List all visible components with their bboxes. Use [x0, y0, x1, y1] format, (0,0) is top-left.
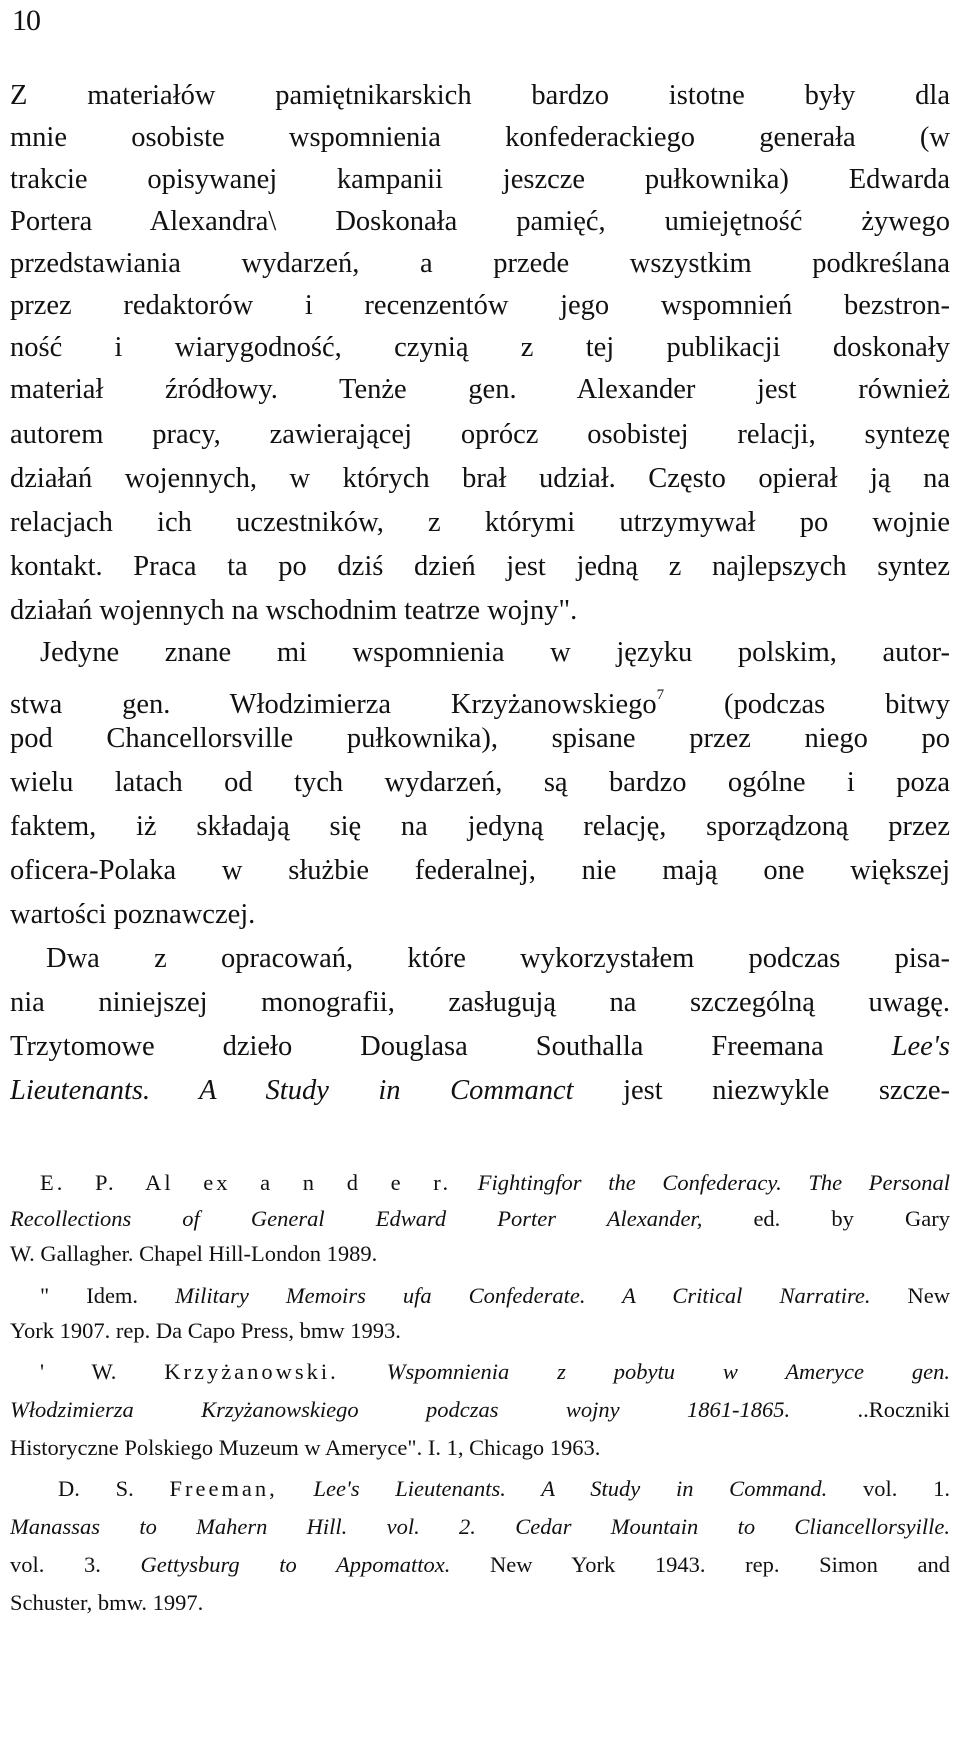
- footnote-line: [10, 1548, 950, 1582]
- footnote-line: York 1907. rep. Da Capo Press, bmw 1993.: [10, 1318, 401, 1343]
- text-line: działań wojennych, w których brał udział. Często opierał ją na: [10, 463, 950, 494]
- text-span-italic: Military Memoirs ufa Confederate. A Critical Narratire.: [175, 1283, 871, 1308]
- text-span-italic: Lieutenants. A Study in Commanct: [10, 1075, 574, 1106]
- text-line: przez redaktorów i recenzentów jego wspomnień bezstron-: [10, 290, 950, 321]
- text-span: D. S.: [58, 1476, 134, 1501]
- text-span-italic: Gettysburg to Appomattox.: [140, 1552, 451, 1577]
- text-line: przedstawiania wydarzeń, a przede wszystkim podkreślana: [10, 248, 950, 279]
- text-line: nia niniejszej monografii, zasługują na szczególną uwagę.: [10, 987, 950, 1018]
- text-line: materiał źródłowy. Tenże gen. Alexander jest również: [10, 374, 950, 405]
- text-span: ..Roczniki: [857, 1397, 950, 1422]
- footnote-line: [10, 1393, 950, 1427]
- author-name: Krzyżanowski.: [164, 1359, 339, 1384]
- text-line: relacjach ich uczestników, z którymi utrzymywał po wojnie: [10, 507, 950, 538]
- author-name: E. P. Al ex a n d e r.: [40, 1170, 452, 1195]
- text-span: ed. by Gary: [753, 1206, 950, 1231]
- text-line: trakcie opisywanej kampanii jeszcze pułkownika) Edwarda: [10, 164, 950, 195]
- text-line: ność i wiarygodność, czynią z tej publikacji doskonały: [10, 332, 950, 363]
- author-name: Freeman,: [169, 1476, 278, 1501]
- footnote-line: W. Gallagher. Chapel Hill-London 1989.: [10, 1241, 378, 1266]
- text-line: Z materiałów pamiętnikarskich bardzo istotne były dla: [10, 80, 950, 111]
- text-line: oficera-Polaka w służbie federalnej, nie mają one większej: [10, 855, 950, 886]
- text-line: Dwa z opracowań, które wykorzystałem podczas pisa-: [46, 943, 950, 974]
- text-line: [10, 1027, 950, 1067]
- text-line: Portera Alexandra\ Doskonała pamięć, umiejętność żywego: [10, 206, 950, 237]
- text-line: wielu latach od tych wydarzeń, są bardzo ogólne i poza: [10, 767, 950, 798]
- text-span: New: [907, 1283, 950, 1308]
- text-line: faktem, iż składają się na jedyną relację, sporządzoną przez: [10, 811, 950, 842]
- text-span-italic: Lee's Lieutenants. A Study in Command.: [313, 1476, 828, 1501]
- text-line: Jedyne znane mi wspomnienia w języku polskim, autor-: [40, 637, 950, 668]
- footnote-line: Schuster, bmw. 1997.: [10, 1590, 204, 1615]
- text-span: " Idem.: [40, 1283, 139, 1308]
- text-line: [10, 675, 950, 725]
- text-line: działań wojennych na wschodnim teatrze wojny".: [10, 595, 578, 626]
- text-line: pod Chancellorsville pułkownika), spisane przez niego po: [10, 723, 950, 754]
- page-number: 10: [12, 4, 40, 37]
- footnote-line: Historyczne Polskiego Muzeum w Ameryce". I. 1, Chicago 1963.: [10, 1435, 601, 1460]
- text-span: Trzytomowe dzieło Douglasa Southalla Freemana: [10, 1031, 824, 1062]
- text-span-italic: Lee's: [891, 1031, 950, 1062]
- text-span: jest niezwykle szcze-: [623, 1075, 950, 1106]
- text-span-italic: Włodzimierza Krzyżanowskiego podczas wojny 1861-1865.: [10, 1397, 791, 1422]
- text-line: wartości poznawczej.: [10, 899, 256, 930]
- text-span-italic: Fightingfor the Confederacy. The Personal: [477, 1170, 950, 1195]
- text-span: stwa gen. Włodzimierza Krzyżanowskiego: [10, 689, 657, 720]
- text-line: mnie osobiste wspomnienia konfederackiego generała (w: [10, 122, 950, 153]
- text-span-italic: Recollections of General Edward Porter Alexander,: [10, 1206, 703, 1231]
- text-span-italic: Wspomnienia z pobytu w Ameryce gen.: [386, 1359, 950, 1384]
- footnote-line: [10, 1510, 950, 1544]
- text-span: vol. 1.: [863, 1476, 950, 1501]
- text-span: New York 1943. rep. Simon and: [490, 1552, 950, 1577]
- text-span: (podczas bitwy: [723, 689, 950, 720]
- text-line: [10, 1071, 950, 1111]
- text-span-italic: Manassas to Mahern Hill. vol. 2. Cedar Mountain to Cliancellorsyille.: [10, 1514, 950, 1539]
- footnote-marker: 7: [656, 687, 665, 703]
- text-line: autorem pracy, zawierającej oprócz osobistej relacji, syntezę: [10, 419, 950, 450]
- text-span: vol. 3.: [10, 1552, 101, 1577]
- footnote-line: [40, 1279, 950, 1313]
- footnote-line: [40, 1355, 950, 1389]
- text-span: ' W.: [40, 1359, 117, 1384]
- footnote-line: [10, 1202, 950, 1236]
- footnote-line: [58, 1472, 950, 1506]
- footnote-line: [40, 1166, 950, 1200]
- text-line: kontakt. Praca ta po dziś dzień jest jedną z najlepszych syntez: [10, 551, 950, 582]
